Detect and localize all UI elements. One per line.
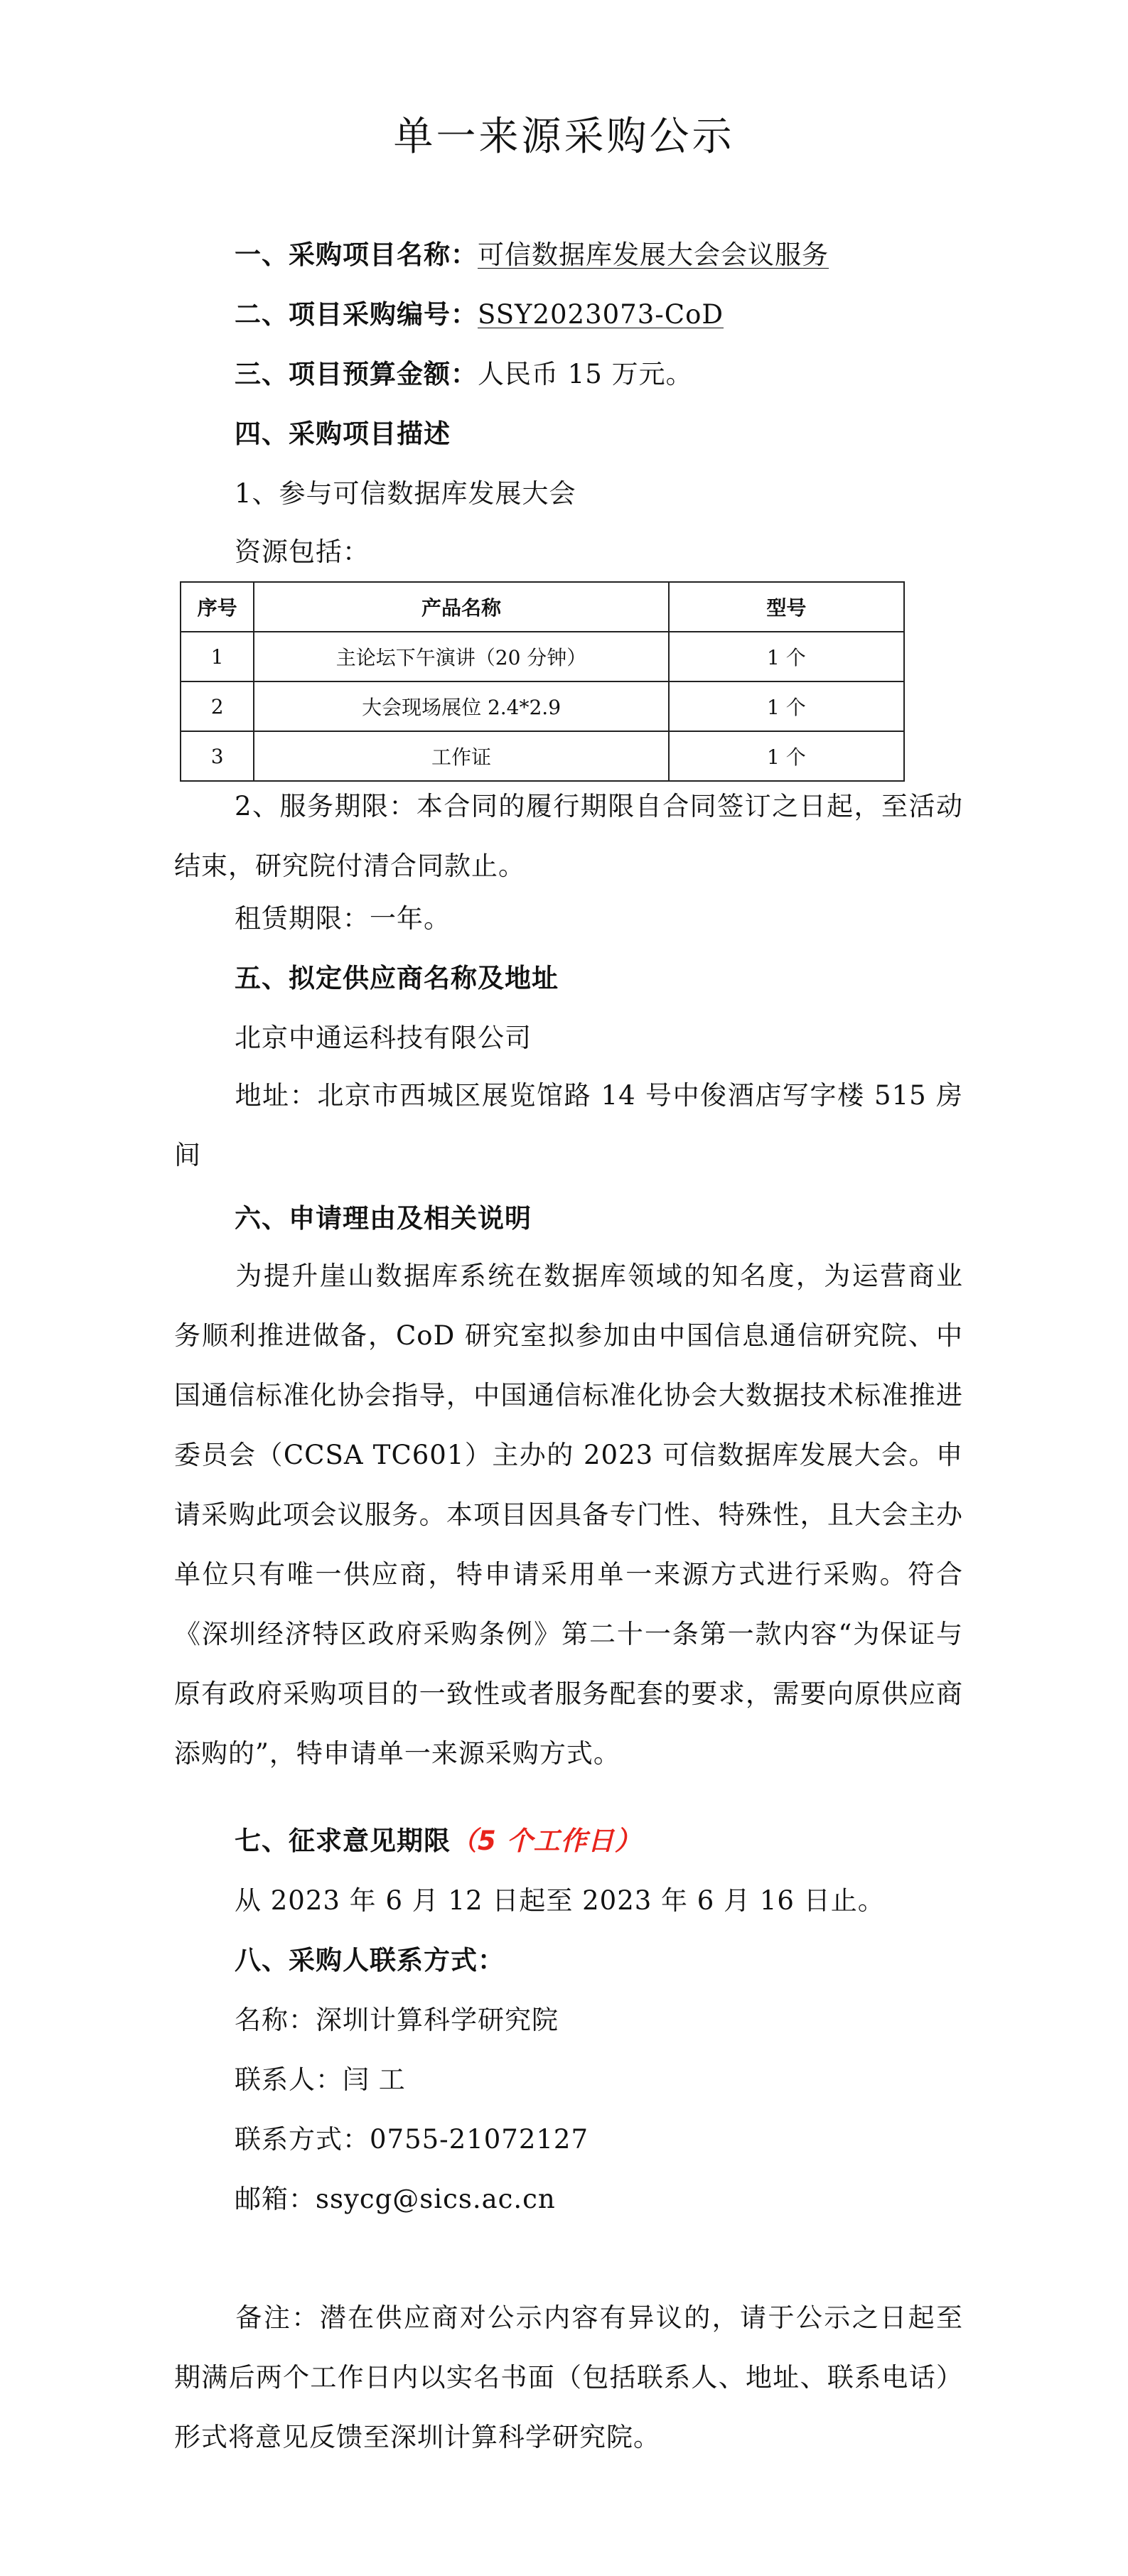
project-number: SSY2023073-CoD xyxy=(478,299,724,330)
section-1 xyxy=(235,233,829,271)
supplier-name: 北京中通运科技有限公司 xyxy=(235,1023,532,1053)
section-3-label: 三、项目预算金额： xyxy=(235,359,478,389)
table-cell: 2 xyxy=(181,681,254,731)
section-1-label: 一、采购项目名称： xyxy=(235,239,478,270)
purchaser-name: 名称：深圳计算科学研究院 xyxy=(235,2005,559,2035)
table-cell: 1 xyxy=(181,632,254,681)
remark-text: 备注：潜在供应商对公示内容有异议的，请于公示之日起至期满后两个工作日内以实名书面（包括联系人、地址、联系电话）形式将意见反馈至深圳计算科学研究院。 xyxy=(174,2302,963,2452)
working-days-note: （5 个工作日） xyxy=(451,1826,642,1856)
section-7-label: 七、征求意见期限 xyxy=(235,1826,451,1856)
table-cell: 3 xyxy=(181,731,254,781)
comment-period: 从 2023 年 6 月 12 日起至 2023 年 6 月 16 日止。 xyxy=(235,1885,885,1916)
table-cell: 主论坛下午演讲（20 分钟） xyxy=(254,632,669,681)
contact-email: 邮箱：ssycg@sics.ac.cn xyxy=(235,2184,556,2214)
table-row xyxy=(181,681,904,731)
column-header-model: 型号 xyxy=(669,582,904,632)
table-cell: 1 个 xyxy=(669,731,904,781)
resource-table xyxy=(180,581,905,782)
contact-phone: 联系方式：0755-21072127 xyxy=(235,2124,589,2155)
section-8-label: 八、采购人联系方式： xyxy=(235,1945,505,1976)
column-header-product: 产品名称 xyxy=(254,582,669,632)
reason-text: 为提升崖山数据库系统在数据库领域的知名度，为运营商业务顺利推进做备，CoD 研究室拟参加由中国信息通信研究院、中国通信标准化协会指导，中国通信标准化协会大数据技术标准推进委员会（CCSA TC601）主办的 2023 可信数据库发展大会。申请采购此项会议服务。本项目因具备专门性、特殊性，且大会主办单位只有唯一供应商，特申请采用单一来源方式进行采购。符合《深圳经济特区政府采购条例》第二十一条第一款内容“为保证与原有政府采购项目的一致性或者服务配套的要求，需要向原供应商添购的”，特申请单一来源采购方式。 xyxy=(174,1261,963,1769)
section-4-label: 四、采购项目描述 xyxy=(235,419,451,449)
resources-label: 资源包括： xyxy=(235,537,370,567)
table-cell: 1 个 xyxy=(669,632,904,681)
section-6-label: 六、申请理由及相关说明 xyxy=(235,1203,532,1234)
budget-amount: 人民币 15 万元。 xyxy=(478,359,693,389)
lease-term: 租赁期限：一年。 xyxy=(235,903,451,934)
description-item-1: 1、参与可信数据库发展大会 xyxy=(235,478,576,509)
supplier-address: 地址：北京市西城区展览馆路 14 号中俊酒店写字楼 515 房间 xyxy=(174,1080,963,1170)
service-term-paragraph xyxy=(174,777,963,896)
contact-person: 联系人：闫 工 xyxy=(235,2064,406,2095)
table-cell: 1 个 xyxy=(669,681,904,731)
section-3 xyxy=(235,352,693,391)
table-row xyxy=(181,632,904,681)
table-cell: 大会现场展位 2.4*2.9 xyxy=(254,681,669,731)
table-row xyxy=(181,731,904,781)
project-name: 可信数据库发展大会会议服务 xyxy=(478,239,829,270)
page-title: 单一来源采购公示 xyxy=(393,114,735,160)
section-2 xyxy=(235,293,724,331)
remark-paragraph xyxy=(174,2288,963,2467)
table-cell: 工作证 xyxy=(254,731,669,781)
section-5-label: 五、拟定供应商名称及地址 xyxy=(235,963,559,993)
table-header-row xyxy=(181,582,904,632)
reason-paragraph xyxy=(174,1246,963,1784)
section-7 xyxy=(235,1819,642,1858)
column-header-index: 序号 xyxy=(181,582,254,632)
service-term-text: 2、服务期限：本合同的履行期限自合同签订之日起，至活动结束，研究院付清合同款止。 xyxy=(174,791,963,881)
section-2-label: 二、项目采购编号： xyxy=(235,299,478,330)
supplier-address-paragraph xyxy=(174,1066,963,1185)
